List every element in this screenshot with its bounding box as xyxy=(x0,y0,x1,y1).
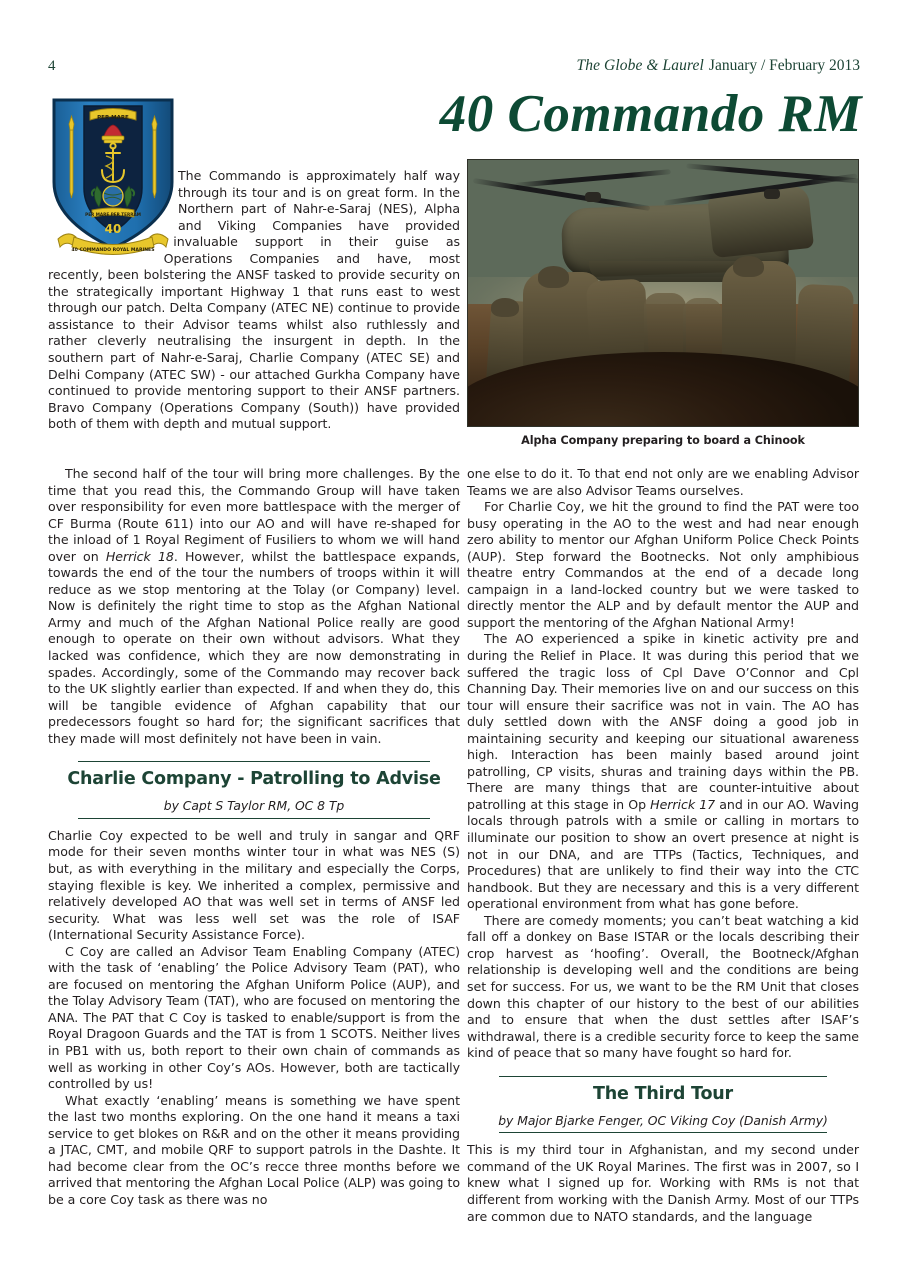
left-column xyxy=(48,466,460,1209)
article-title: 40 Commando RM xyxy=(439,85,862,143)
paragraph-charlie-4: one else to do it. To that end not only are we enabling Advisor Teams we are also Advisor Teams ourselves. xyxy=(467,466,859,498)
paragraph-third-tour-1: This is my third tour in Afghanistan, and my second under command of the UK Royal Marines. The first was in 2007, so I knew what I signed up for. Working with RMs is not that different from working with the Danish Army. Most of our TTPs are common due to NATO standards, and the language xyxy=(467,1142,859,1224)
paragraph-charlie-3: What exactly ‘enabling’ means is something we have spent the last two months exploring. On the one hand it means a taxi service to get blokes on R&R and on the other it means providing a JTAC, CMT, and mobile QRF to support patrols in the Dashte. It had become clear from the OC’s recce three months before we arrived that mentoring the Afghan Local Police (ALP) was going to be a core Coy task as there was no xyxy=(48,1092,460,1207)
paragraph-charlie-1: Charlie Coy expected to be well and truly in sangar and QRF mode for their seven months winter tour in what was NES (S) but, as with everything in the military and especially the Corps, staying flexible is key. We inherited a complex, permissive and relatively developed AO that was well set in terms of ANSF led security. What was less well set was the role of ISAF (International Security Assistance Force). xyxy=(48,827,460,943)
chinook-boarding-photo xyxy=(467,159,859,427)
intro-text-a: The Commando is approximately half way through its tour and is on great form. In the Northern part of Nahr-e-Saraj (NES), Alpha and Viking Companies have provided invaluable support in their guise as Operations Companies and xyxy=(163,168,460,266)
section-rule-bottom xyxy=(78,818,430,819)
running-head xyxy=(48,57,860,77)
section-byline-charlie: by Capt S Taylor RM, OC 8 Tp xyxy=(163,798,345,814)
paragraph-charlie-5: For Charlie Coy, we hit the ground to find the PAT were too busy operating in the AO to the west and had near enough zero ability to mentor our Afghan Uniform Police Check Points (AUP). Step forward the Bootnecks. Not only amphibious theatre entry Commandos at the end of a decade long campaign in a land-locked country but we were tasked to directly mentor the ALP and by default mentor the AUP and support the mentoring of the Afghan National Army! xyxy=(467,499,859,630)
photo-caption: Alpha Company preparing to board a Chinook xyxy=(521,434,805,447)
section-title-charlie: Charlie Company - Patrolling to Advise xyxy=(67,769,441,790)
section-rule-top xyxy=(78,761,430,762)
section-rule-bottom xyxy=(499,1132,827,1133)
section-byline-third-tour: by Major Bjarke Fenger, OC Viking Coy (Danish Army) xyxy=(498,1112,828,1128)
para-tour-b: . However, whilst the battlespace expands, towards the end of the tour the numbers of troops within it will reduce as we stop mentoring at the Tolay (or Company) level. Now is definitely the right time to stop as the Afghan National Army and much of the Afghan National Police really are good enough to operate on their own without advisors. What they lacked was confidence, which they are now demonstrating in spades. Accordingly, some of the Commando may recover back to the UK slightly earlier than expected. If and when they do, this will be tangible evidence of Afghan capability that our predecessors fought so hard for; the significant sacrifices that they made will most definitely not have been in vain. xyxy=(48,548,460,746)
section-third-tour xyxy=(467,1076,859,1134)
paragraph-charlie-7: There are comedy moments; you can’t beat watching a kid fall off a donkey on Base ISTAR or the locals describing their crop harvest as ‘hoofing’. Overall, the Bootneck/Afghan relationship is developing well and the conditions are being set for success. For us, we want to be the RM Unit that closes down this chapter of our history to the best of our abilities and to ensure that when the dust settles after ISAF’s withdrawal, there is a credible security force to keep the same kind of peace that so many have fought so hard for. xyxy=(467,912,859,1061)
svg-text:PER MARE: PER MARE xyxy=(97,115,129,121)
rotor-hub xyxy=(764,189,780,199)
op-name-herrick-18: Herrick 18 xyxy=(105,548,174,564)
paragraph-charlie-6 xyxy=(467,631,859,912)
section-rule-top xyxy=(499,1076,827,1077)
section-title-third-tour: The Third Tour xyxy=(593,1083,733,1104)
intro-text-b: have, most recently, been bolstering the ANSF tasked to provide security on the strategically important Highway 1 that runs east to west through our patch. Delta Company (ATEC NE) continue to provide assistance to their Advisor teams whilst also ruthlessly and rather cleverly neutralising the insurgent in depth. In the southern part of Nahr-e-Saraj, Charlie Company (ATEC SE) and Delhi Company (ATEC SW) - our attached Gurkha Company have continued to provide mentoring support to their ANSF partners. Bravo Company (Operations Company (South)) have provided both of them with depth and mutual support. xyxy=(48,250,460,432)
soldier-helmet xyxy=(491,298,518,317)
svg-text:40 COMMANDO ROYAL MARINES: 40 COMMANDO ROYAL MARINES xyxy=(71,248,155,253)
publication-header xyxy=(577,57,860,75)
op-name-herrick-17: Herrick 17 xyxy=(650,796,716,812)
photo-block xyxy=(467,159,859,447)
para-6-b: and in our AO. Waving locals through patrols with a smile or calling in mortars to illuminate our position to show an overt presence at night is not in our DNA, and are TTPs (Tactics, Techniques, and Procedures) that are unlikely to find their way into the CTC handbook. But they are necessary and this is a very different operational environment from what has gone before. xyxy=(467,796,859,912)
paragraph-charlie-2: C Coy are called an Advisor Team Enabling Company (ATEC) with the task of ‘enabling’ the Police Advisory Team (PAT), who are focused on mentoring the Afghan Uniform Police (AUP), and the Tolay Advisory Team (TAT), who are focused on mentoring the ANA. The PAT that C Coy is tasked to enable/support is from the Royal Dragoon Guards and the TAT is from 1 SCOTS. Neither lives in PB1 with us, both report to their own chain of commands as well as working in other Coy’s AOs. However, both are tactically controlled by us! xyxy=(48,943,460,1092)
rotor-hub xyxy=(585,192,601,202)
page-number: 4 xyxy=(48,58,56,74)
soldier-helmet xyxy=(538,266,569,287)
crest-number: 40 xyxy=(104,222,122,236)
svg-text:PER MARE PER TERRAM: PER MARE PER TERRAM xyxy=(85,212,141,217)
intro-paragraph xyxy=(48,168,460,433)
paragraph-second-half-tour xyxy=(48,466,460,747)
right-column xyxy=(467,466,859,1225)
issue-date: January / February 2013 xyxy=(708,57,860,74)
soldier-helmet xyxy=(733,256,764,277)
para-6-a: The AO experienced a spike in kinetic activity pre and during the Relief in Place. It was during this period that we suffered the tragic loss of Cpl Dave O’Connor and Cpl Channing Day. Their memories live on and our success on this tour will ensure their sacrifice was not in vain. The AO has duly settled down with the ANSF doing a good job in maintaining security and keeping our situational awareness high. Interaction has been mainly based around joint patrolling, CP visits, shuras and training days within the PB. There are many things that are counter-intuitive about patrolling at this stage in Op xyxy=(467,631,859,812)
crest-wrap-shape xyxy=(48,168,178,264)
section-charlie-company xyxy=(48,761,460,819)
publication-name: The Globe & Laurel xyxy=(576,57,704,74)
para-tour-a: The second half of the tour will bring more challenges. By the time that you read this, the Commando Group will have taken over responsibility for even more battlespace with the merger of CF Burma (Route 611) into our AO and will have re-shaped for the inload of 1 Royal Regiment of Fusiliers to whom we will hand over on xyxy=(48,466,460,564)
